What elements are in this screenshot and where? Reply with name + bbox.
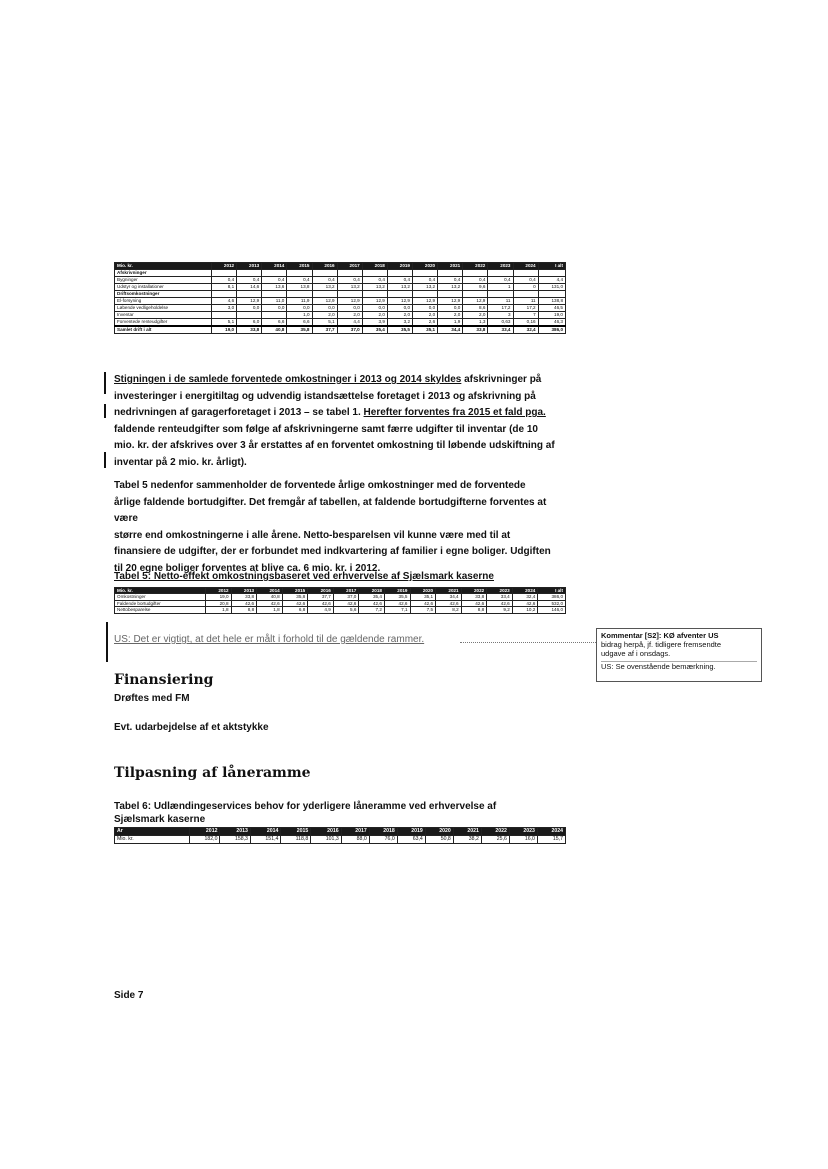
value-cell: 386,0 [538, 326, 565, 334]
value-cell: 42,6 [308, 600, 334, 606]
paragraph-cost-increase [114, 372, 572, 471]
row-label: Løbende vedligeholdelse [115, 305, 212, 312]
value-cell: 33,4 [488, 326, 513, 334]
paragraph-table5-intro [114, 478, 572, 577]
value-cell: 14,6 [237, 284, 262, 291]
header-cell: 2013 [231, 588, 257, 594]
table-row [115, 319, 566, 327]
table-row [115, 291, 566, 298]
caption-line: Sjælsmark kaserne [114, 814, 206, 825]
header-cell: 2015 [281, 828, 311, 836]
value-cell: 6,6 [287, 319, 312, 327]
value-cell: 35,1 [413, 326, 438, 334]
value-cell: 13,2 [362, 284, 387, 291]
value-cell: 9,2 [487, 607, 513, 613]
header-cell: 2024 [537, 828, 565, 836]
value-cell: 0,4 [337, 277, 362, 284]
value-cell: 42,6 [436, 600, 462, 606]
underlined-text: Herefter forventes fra 2015 et fald pga. [363, 407, 546, 418]
value-cell: 158,3 [220, 836, 250, 844]
value-cell: 13,8 [287, 284, 312, 291]
value-cell: 42,6 [231, 600, 257, 606]
value-cell: 6,8 [282, 607, 308, 613]
header-cell: 2022 [481, 828, 509, 836]
header-cell: I alt [538, 263, 565, 270]
value-cell: 42,6 [512, 600, 538, 606]
value-cell: 8,8 [231, 607, 257, 613]
value-cell [463, 291, 488, 298]
text: Tabel 5 nedenfor sammenholder de forventede årlige omkostninger med de forventede [114, 480, 526, 491]
value-cell: 19,0 [212, 326, 237, 334]
row-label: Afskrivninger [115, 270, 212, 277]
value-cell: 6,6 [262, 319, 287, 327]
value-cell: 25,6 [481, 836, 509, 844]
header-cell: I alt [538, 588, 566, 594]
row-label: Bygninger [115, 277, 212, 284]
value-cell: 118,8 [281, 836, 311, 844]
value-cell: 40,8 [262, 326, 287, 334]
comment-line: Kommentar [S2]: KØ afventer US [601, 631, 719, 640]
text: afskrivninger på [461, 374, 542, 385]
value-cell: 34,4 [436, 594, 462, 600]
value-cell: 7 [513, 312, 538, 319]
header-cell: 2020 [425, 828, 453, 836]
value-cell: 11 [513, 298, 538, 305]
value-cell: 33,8 [231, 594, 257, 600]
value-cell: 182,0 [190, 836, 220, 844]
value-cell: 33,4 [487, 594, 513, 600]
change-bar [104, 404, 106, 418]
comment-line: bidrag herpå, jf. tidligere fremsendte [601, 640, 722, 649]
value-cell: 35,4 [359, 594, 385, 600]
value-cell: 13,2 [337, 284, 362, 291]
value-cell: 0,4 [262, 277, 287, 284]
value-cell: 42,6 [461, 600, 487, 606]
net-effect-table [114, 587, 566, 614]
value-cell: 33,8 [463, 326, 488, 334]
value-cell: 101,3 [311, 836, 341, 844]
comment-line: udgave af i onsdags. [601, 649, 671, 658]
value-cell: 0,0 [387, 305, 412, 312]
header-cell: 2012 [212, 263, 237, 270]
value-cell: 0 [513, 284, 538, 291]
value-cell [237, 291, 262, 298]
text: nedrivningen af garagerforetaget i 2013 – se tabel 1. [114, 407, 364, 418]
value-cell: 12,9 [237, 298, 262, 305]
value-cell: 42,6 [487, 600, 513, 606]
value-cell: 2,6 [413, 319, 438, 327]
value-cell: 0,4 [387, 277, 412, 284]
table5-title: Tabel 5: Netto-effekt omkostningsbaseret ved erhvervelse af Sjælsmark kaserne [114, 571, 494, 582]
value-cell [237, 312, 262, 319]
header-cell: 2023 [509, 828, 537, 836]
value-cell [413, 291, 438, 298]
value-cell [538, 291, 565, 298]
value-cell [538, 270, 565, 277]
value-cell: 7,2 [359, 607, 385, 613]
value-cell: 2,0 [312, 312, 337, 319]
value-cell: 0,0 [312, 305, 337, 312]
value-cell: 1,9 [438, 319, 463, 327]
value-cell [262, 270, 287, 277]
value-cell [362, 291, 387, 298]
table-row [115, 312, 566, 319]
header-cell: 2015 [282, 588, 308, 594]
value-cell: 40,8 [257, 594, 283, 600]
text: finansiere de udgifter, der er forbundet med indkvartering af familier i egne boliger. Udgiften [114, 546, 551, 557]
financing-heading: Finansiering [114, 672, 214, 688]
value-cell: 2,0 [463, 312, 488, 319]
value-cell: 11 [488, 298, 513, 305]
change-bar [106, 622, 108, 662]
value-cell: 0,0 [237, 305, 262, 312]
value-cell [262, 291, 287, 298]
header-cell: 2015 [287, 263, 312, 270]
value-cell: 88,0 [341, 836, 369, 844]
value-cell: 0,4 [287, 277, 312, 284]
value-cell [212, 312, 237, 319]
header-cell: 2014 [257, 588, 283, 594]
value-cell: 0,0 [287, 305, 312, 312]
value-cell: 0,0 [262, 305, 287, 312]
value-cell: 17,2 [513, 305, 538, 312]
underlined-text: Stigningen i de samlede forventede omkostninger i 2013 og 2014 skyldes [114, 374, 462, 385]
header-cell: 2017 [333, 588, 359, 594]
loan-frame-table [114, 827, 566, 844]
header-cell: 2016 [308, 588, 334, 594]
value-cell: 3,2 [387, 319, 412, 327]
value-cell: 15,7 [537, 836, 565, 844]
table-row [115, 270, 566, 277]
value-cell: 131,0 [538, 284, 565, 291]
value-cell: 42,6 [359, 600, 385, 606]
value-cell: 35,1 [410, 594, 436, 600]
value-cell: 46,3 [538, 319, 565, 327]
value-cell: 386,0 [538, 594, 566, 600]
value-cell: 32,4 [513, 326, 538, 334]
value-cell: 63,4 [397, 836, 425, 844]
adaptation-heading: Tilpasning af låneramme [114, 765, 311, 781]
value-cell: 4,6 [212, 298, 237, 305]
value-cell: 19,0 [206, 594, 232, 600]
value-cell: 13,2 [438, 284, 463, 291]
value-cell: 35,8 [282, 594, 308, 600]
value-cell [262, 312, 287, 319]
row-label: Omkostninger [115, 594, 206, 600]
value-cell: 19,0 [538, 312, 565, 319]
value-cell: 12,9 [438, 298, 463, 305]
value-cell: 8,8 [461, 607, 487, 613]
us-note: US: Det er vigtigt, at det hele er målt i forhold til de gældende rammer. [114, 634, 425, 645]
value-cell: 8,1 [212, 284, 237, 291]
value-cell: 0,4 [413, 277, 438, 284]
value-cell: 11,0 [262, 298, 287, 305]
header-cell: 2013 [220, 828, 250, 836]
value-cell: 8,2 [436, 607, 462, 613]
value-cell: 1,8 [257, 607, 283, 613]
value-cell: 2,0 [337, 312, 362, 319]
value-cell: 12,9 [362, 298, 387, 305]
value-cell: 0,4 [513, 277, 538, 284]
value-cell: 0,4 [362, 277, 387, 284]
value-cell: 8,6 [463, 305, 488, 312]
value-cell [287, 291, 312, 298]
value-cell: 13,6 [262, 284, 287, 291]
header-cell: 2020 [413, 263, 438, 270]
header-cell: 2014 [250, 828, 280, 836]
text: større end omkostningerne i alle årene. Netto-besparelsen vil kunne være med til at [114, 529, 511, 541]
header-cell: 2014 [262, 263, 287, 270]
value-cell [488, 291, 513, 298]
value-cell [513, 291, 538, 298]
page-number: Side 7 [114, 990, 144, 1001]
value-cell: 37,0 [333, 594, 359, 600]
value-cell [362, 270, 387, 277]
table-row [115, 326, 566, 334]
header-cell: 2022 [461, 588, 487, 594]
value-cell: 4,4 [538, 277, 565, 284]
value-cell: 0,4 [237, 277, 262, 284]
value-cell: 5,1 [212, 319, 237, 327]
value-cell: 13,2 [387, 284, 412, 291]
value-cell: 1,0 [287, 312, 312, 319]
text: til 20 egne boliger forventes at blive ca. 6 mio. kr. i 2012. [114, 562, 381, 574]
change-bar [104, 452, 106, 468]
value-cell: 138,8 [538, 298, 565, 305]
text: investeringer i energitiltag og udvendig istandsættelse foretaget i 2013 og afskrivning på [114, 390, 536, 402]
value-cell: 13,2 [413, 284, 438, 291]
value-cell: 2,0 [387, 312, 412, 319]
value-cell: 32,4 [512, 594, 538, 600]
header-cell: 2021 [453, 828, 481, 836]
value-cell: 0,4 [312, 277, 337, 284]
header-cell: 2019 [387, 263, 412, 270]
header-cell: 2023 [488, 263, 513, 270]
row-label: Faldende bortudgifter [115, 600, 206, 606]
header-cell: 2018 [369, 828, 397, 836]
value-cell: 76,0 [369, 836, 397, 844]
header-cell: 2017 [337, 263, 362, 270]
value-cell: 37,0 [337, 326, 362, 334]
value-cell: 42,6 [410, 600, 436, 606]
value-cell: 5,6 [333, 607, 359, 613]
change-bar [104, 372, 106, 394]
value-cell [337, 291, 362, 298]
table-header-row [115, 263, 566, 270]
header-cell: Mio. kr. [115, 588, 206, 594]
value-cell: 37,7 [308, 594, 334, 600]
value-cell: 12,9 [413, 298, 438, 305]
value-cell: 0,0 [413, 305, 438, 312]
value-cell: 7,1 [384, 607, 410, 613]
value-cell: 3,9 [362, 319, 387, 327]
row-label: Inventar [115, 312, 212, 319]
value-cell: 38,2 [453, 836, 481, 844]
header-cell: 2022 [463, 263, 488, 270]
value-cell: 0,4 [438, 277, 463, 284]
value-cell: 0,4 [488, 277, 513, 284]
value-cell: 6,0 [237, 319, 262, 327]
value-cell: 0,4 [212, 277, 237, 284]
value-cell: 1,8 [206, 607, 232, 613]
value-cell: 532,0 [538, 600, 566, 606]
value-cell: 4,4 [337, 319, 362, 327]
value-cell: 12,9 [387, 298, 412, 305]
header-cell: Mio. kr. [115, 263, 212, 270]
value-cell: 4,9 [308, 607, 334, 613]
financing-text: Drøftes med FM [114, 693, 190, 704]
text: årlige faldende bortudgifter. Det fremgår af tabellen, at faldende bortudgifterne forventes at være [114, 496, 547, 524]
value-cell: 1,3 [463, 319, 488, 327]
value-cell: 3,0 [212, 305, 237, 312]
expense-table [114, 262, 566, 334]
value-cell [237, 270, 262, 277]
value-cell [337, 270, 362, 277]
header-cell: 2024 [513, 263, 538, 270]
row-label: Forventede renteudgifter [115, 319, 212, 327]
header-cell: 2013 [237, 263, 262, 270]
value-cell: 146,0 [538, 607, 566, 613]
header-cell: 2021 [436, 588, 462, 594]
value-cell: 35,5 [387, 326, 412, 334]
value-cell: 2,0 [413, 312, 438, 319]
value-cell: 5,1 [312, 319, 337, 327]
value-cell: 34,4 [438, 326, 463, 334]
value-cell [387, 270, 412, 277]
header-cell: 2019 [384, 588, 410, 594]
value-cell: 151,4 [250, 836, 280, 844]
row-label: Mio. kr. [115, 836, 190, 844]
value-cell: 0,0 [362, 305, 387, 312]
value-cell: 12,9 [337, 298, 362, 305]
value-cell: 0,4 [463, 277, 488, 284]
value-cell: 35,4 [362, 326, 387, 334]
header-cell: 2021 [438, 263, 463, 270]
header-cell: 2018 [362, 263, 387, 270]
header-cell: 2020 [410, 588, 436, 594]
value-cell: 50,8 [425, 836, 453, 844]
value-cell [463, 270, 488, 277]
table-row [115, 607, 566, 613]
value-cell [312, 291, 337, 298]
table-row [115, 836, 566, 844]
table-row [115, 298, 566, 305]
value-cell: 42,6 [333, 600, 359, 606]
header-cell: 2019 [397, 828, 425, 836]
value-cell: 42,6 [384, 600, 410, 606]
value-cell: 42,6 [282, 600, 308, 606]
value-cell: 9,6 [463, 284, 488, 291]
value-cell: 10,2 [512, 607, 538, 613]
table-row [115, 305, 566, 312]
value-cell: 0,0 [438, 305, 463, 312]
value-cell: 0,63 [488, 319, 513, 327]
value-cell: 1 [488, 284, 513, 291]
value-cell: 17,2 [488, 305, 513, 312]
value-cell [413, 270, 438, 277]
row-label: Samlet drift i alt [115, 326, 212, 334]
value-cell [488, 270, 513, 277]
value-cell: 12,9 [312, 298, 337, 305]
row-label: Udstyr og installationer [115, 284, 212, 291]
row-label: Nettobesparelse [115, 607, 206, 613]
comment-line: US: Se ovenstående bemærkning. [601, 661, 757, 671]
value-cell: 2,0 [362, 312, 387, 319]
table-row [115, 284, 566, 291]
value-cell: 33,8 [461, 594, 487, 600]
value-cell [438, 291, 463, 298]
row-label: El-forsyning [115, 298, 212, 305]
value-cell [212, 291, 237, 298]
comment-connector [460, 642, 596, 643]
value-cell: 13,2 [312, 284, 337, 291]
value-cell: 0,16 [513, 319, 538, 327]
caption-line: Tabel 6: Udlændingeservices behov for yderligere låneramme ved erhvervelse af [114, 801, 497, 812]
value-cell: 3 [488, 312, 513, 319]
value-cell: 20,8 [206, 600, 232, 606]
header-cell: 2018 [359, 588, 385, 594]
value-cell [312, 270, 337, 277]
financing-text: Evt. udarbejdelse af et aktstykke [114, 722, 269, 733]
value-cell [438, 270, 463, 277]
table-header-row [115, 828, 566, 836]
header-cell: 2024 [512, 588, 538, 594]
value-cell: 16,0 [509, 836, 537, 844]
comment-box[interactable] [596, 628, 762, 682]
text: faldende renteudgifter som følge af afskrivningerne samt færre udgifter til inventar (de 10 [114, 423, 538, 435]
value-cell: 42,6 [257, 600, 283, 606]
value-cell [212, 270, 237, 277]
value-cell: 35,5 [384, 594, 410, 600]
value-cell [287, 270, 312, 277]
table6-caption [114, 800, 496, 826]
value-cell: 35,8 [287, 326, 312, 334]
value-cell: 46,5 [538, 305, 565, 312]
header-cell: 2016 [312, 263, 337, 270]
header-cell: 2012 [190, 828, 220, 836]
value-cell: 37,7 [312, 326, 337, 334]
header-cell: 2012 [206, 588, 232, 594]
value-cell: 0,0 [337, 305, 362, 312]
value-cell: 33,8 [237, 326, 262, 334]
value-cell: 12,9 [463, 298, 488, 305]
text: inventar på 2 mio. kr. årligt). [114, 456, 247, 468]
value-cell: 2,0 [438, 312, 463, 319]
header-cell: 2017 [341, 828, 369, 836]
value-cell [387, 291, 412, 298]
header-cell: År [115, 828, 190, 836]
value-cell: 11,9 [287, 298, 312, 305]
text: mio. kr. der afskrives over 3 år erstattes af en forventet omkostning til løbende udskiftning af [114, 440, 555, 451]
row-label: Driftsomkostninger [115, 291, 212, 298]
header-cell: 2016 [311, 828, 341, 836]
table-row [115, 277, 566, 284]
header-cell: 2023 [487, 588, 513, 594]
value-cell: 7,5 [410, 607, 436, 613]
value-cell [513, 270, 538, 277]
